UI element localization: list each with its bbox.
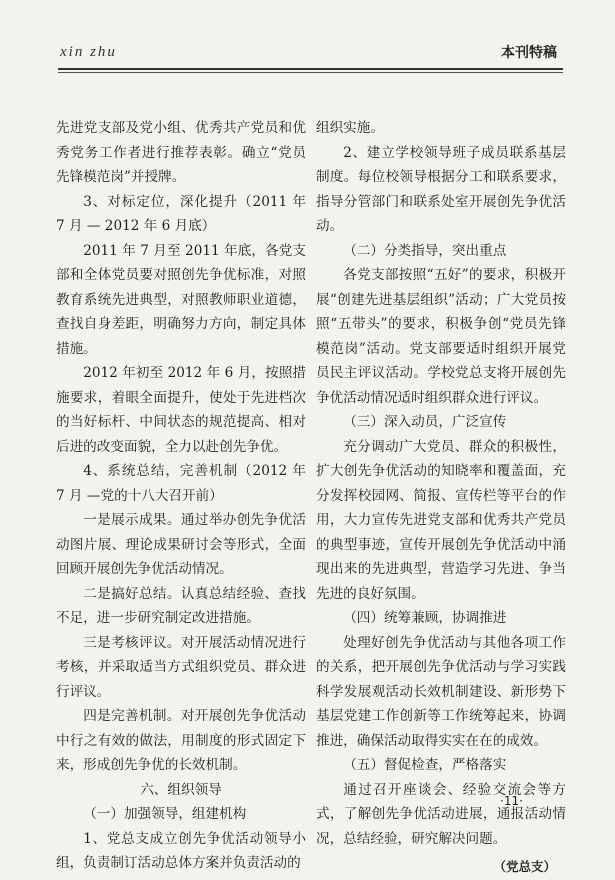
stage-heading: 4、系统总结，完善机制（2012 年 7 月 —党的十八大召开前） bbox=[56, 463, 306, 504]
paragraph: 一是展示成果。通过举办创先争优活动图片展、理论成果研讨会等形式，全面回顾开展创先争优活动情况。 bbox=[56, 512, 306, 577]
header-rule-thin bbox=[58, 72, 563, 73]
paragraph: 四是完善机制。对开展创先争优活动中行之有效的做法，用制度的形式固定下来，形成创先争优的长效机制。 bbox=[56, 708, 306, 773]
section-label: 本刊特稿 bbox=[501, 45, 557, 61]
paragraph: 充分调动广大党员、群众的积极性，扩大创先争优活动的知晓率和覆盖面，充分发挥校园网、简报、宣传栏等平台的作用，大力宣传先进党支部和优秀共产党员的典型事迹，宣传开展创先争优活动中涌现出来的先进典型，营造学习先进、争当先进的良好氛围。 bbox=[316, 438, 566, 602]
subsection-heading: （三）深入动员，广泛宣传 bbox=[343, 414, 507, 430]
author-signature: （党总支） bbox=[493, 859, 556, 874]
section-heading: 六、组织领导 bbox=[140, 781, 222, 798]
paragraph: 通过召开座谈会、经验交流会等方式，了解创先争优活动进展，通报活动情况，总结经验，研究解决问题。 bbox=[316, 781, 566, 847]
stage-heading: 3、对标定位，深化提升（2011 年 7 月 — 2012 年 6 月底） bbox=[56, 193, 306, 234]
subsection-heading: （四）统筹兼顾，协调推进 bbox=[343, 610, 507, 626]
paragraph: 先进党支部及党小组、优秀共产党员和优秀党务工作者进行推荐表彰。确立“党员先锋模范岗”并授牌。 bbox=[56, 120, 306, 185]
paragraph: 三是考核评议。对开展活动情况进行考核，并采取适当方式组织党员、群众进行评议。 bbox=[56, 634, 306, 700]
paragraph: 组织实施。 bbox=[316, 120, 384, 136]
paragraph: 处理好创先争优活动与其他各项工作的关系，把开展创先争优活动与学习实践科学发展观活动长效机制建设、新形势下基层党建工作创新等工作统筹起来，协调推进，确保活动取得实实在在的成效。 bbox=[316, 634, 566, 749]
subsection-heading: （五）督促检查，严格落实 bbox=[343, 757, 507, 773]
subsection-heading: （一）加强领导，组建机构 bbox=[83, 806, 247, 822]
paragraph: 2011 年 7 月至 2011 年底，各党支部和全体党员要对照创先争优标准，对照教育系统先进典型，对照教师职业道德，查找自身差距，明确努力方向，制定具体措施。 bbox=[56, 242, 306, 357]
paragraph: 2012 年初至 2012 年 6 月，按照措施要求，着眼全面提升，使处于先进档次的当好标杆、中间状态的规范提高、相对后进的改变面貌，全力以赴创先争优。 bbox=[56, 365, 306, 455]
running-header-title: xin zhu bbox=[60, 44, 117, 60]
page-number: ·11· bbox=[500, 794, 523, 808]
left-column bbox=[56, 116, 306, 876]
paragraph: 2、建立学校领导班子成员联系基层制度。每位校领导根据分工和联系要求，指导分管部门和联系处室开展创先争优活动。 bbox=[316, 144, 566, 234]
paragraph: 二是搞好总结。认真总结经验、查找不足，进一步研究制定改进措施。 bbox=[56, 585, 306, 626]
paragraph: 1、党总支成立创先争优活动领导小组，负责制订活动总体方案并负责活动的 bbox=[56, 830, 306, 871]
paragraph: 各党支部按照“五好”的要求，积极开展“创建先进基层组织”活动；广大党员按照“五带头”的要求，积极争创“党员先锋模范岗”活动。党支部要适时组织开展党员民主评议活动。学校党总支将开展创先争优活动情况适时组织群众进行评议。 bbox=[316, 267, 566, 406]
header-rule bbox=[58, 68, 563, 70]
right-column bbox=[316, 116, 566, 880]
subsection-heading: （二）分类指导，突出重点 bbox=[343, 242, 507, 259]
